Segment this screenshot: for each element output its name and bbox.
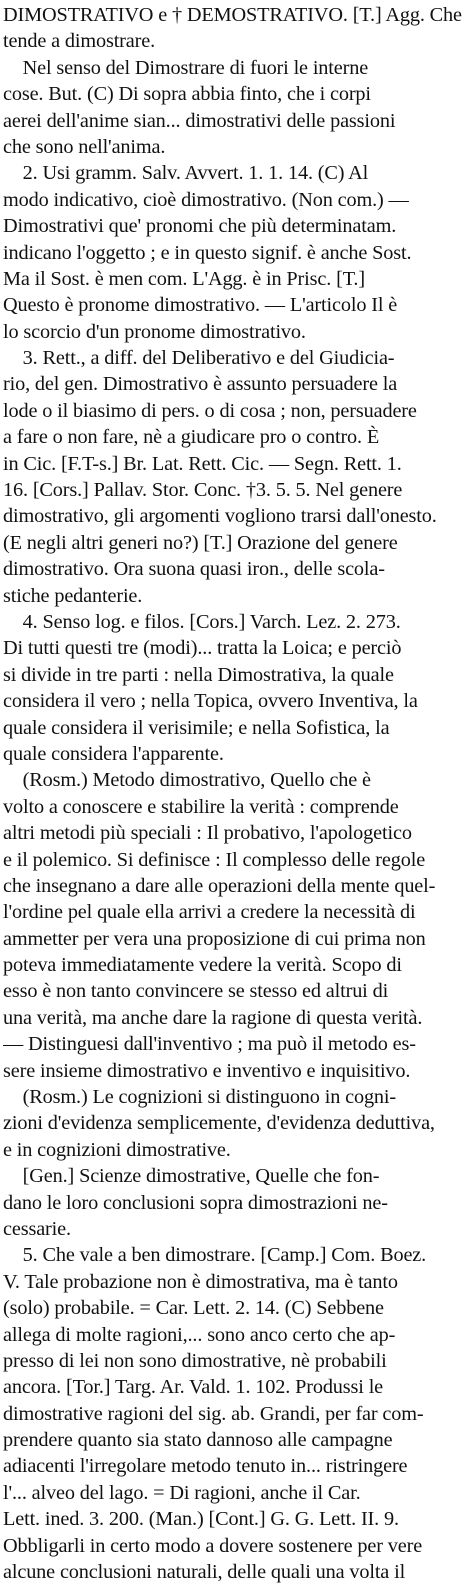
entry-text-line: dimostrativo. Ora suona quasi iron., delle scola- xyxy=(3,558,385,581)
entry-text-line: V. Tale probazione non è dimostrativa, ma è tanto xyxy=(3,1270,398,1293)
entry-text-line: Obbligarli in certo modo a dovere sostenere per vere xyxy=(3,1534,423,1557)
entry-text-line: alcune conclusioni naturali, delle quali una volta il xyxy=(3,1561,406,1584)
entry-text-line: (Rosm.) Le cognizioni si distinguono in cogni- xyxy=(3,1086,397,1109)
entry-text-line: ancora. [Tor.] Targ. Ar. Vald. 1. 102. Produssi le xyxy=(3,1376,384,1399)
entry-text-line: che insegnano a dare alle operazioni della mente quel- xyxy=(3,874,436,897)
entry-text-line: presso di lei non sono dimostrative, nè probabili xyxy=(3,1349,387,1372)
entry-headword-line: DIMOSTRATIVO e † DEMOSTRATIVO. [T.] Agg. Che xyxy=(3,4,462,26)
entry-text-line: Nel senso del Dimostrare di fuori le interne xyxy=(3,56,369,79)
entry-text-line: Di tutti questi tre (modi)... tratta la Loica; e perciò xyxy=(3,637,402,660)
entry-text-line: 5. Che vale a ben dimostrare. [Camp.] Com. Boez. xyxy=(3,1244,427,1267)
entry-text-line: dimostrative ragioni del sig. ab. Grandi, per far com- xyxy=(3,1402,424,1425)
entry-text-line: altri metodi più speciali : Il probativo, l'apologetico xyxy=(3,822,412,845)
entry-text-line: si divide in tre parti : nella Dimostrativa, la quale xyxy=(3,663,394,686)
entry-text-line: lo scorcio d'un pronome dimostrativo. xyxy=(3,320,306,343)
entry-text-line: poteva immediatamente vedere la verità. Scopo di xyxy=(3,954,402,977)
entry-text-line: esso è non tanto convincere se stesso ed altrui di xyxy=(3,980,389,1003)
entry-text-line: considera il vero ; nella Topica, ovvero Inventiva, la xyxy=(3,690,418,713)
entry-text-line: allega di molte ragioni,... sono anco certo che ap- xyxy=(3,1323,396,1346)
entry-text-line: lode o il biasimo di pers. o di cosa ; non, persuadere xyxy=(3,399,417,422)
entry-text-line: ammetter per vera una proposizione di cui prima non xyxy=(3,927,426,950)
entry-text-line: [Gen.] Scienze dimostrative, Quelle che fon- xyxy=(3,1165,380,1188)
entry-text-line: 4. Senso log. e filos. [Cors.] Varch. Lez. 2. 273. xyxy=(3,610,401,633)
entry-text-line: aerei dell'anime sian... dimostrativi delle passioni xyxy=(3,109,396,132)
entry-text-line: che sono nell'anima. xyxy=(3,135,166,158)
entry-text-line: quale considera il verisimile; e nella Sofistica, la xyxy=(3,716,390,739)
entry-text-line: dimostrativo, gli argomenti vogliono trarsi dall'onesto. xyxy=(3,505,437,528)
entry-text-line: dano le loro conclusioni sopra dimostrazioni ne- xyxy=(3,1191,388,1214)
entry-text-line: 2. Usi gramm. Salv. Avvert. 1. 1. 14. (C) Al xyxy=(3,162,369,185)
entry-text-line: (E negli altri generi no?) [T.] Orazione del genere xyxy=(3,531,398,554)
entry-text-line: Ma il Sost. è men com. L'Agg. è in Prisc. [T.] xyxy=(3,267,365,290)
entry-text-line: a fare o non fare, nè a giudicare pro o contro. È xyxy=(3,426,380,449)
entry-text-line: in Cic. [F.T-s.] Br. Lat. Rett. Cic. — Segn. Rett. 1. xyxy=(3,452,402,475)
entry-text-line: Dimostrativi que' pronomi che più determinatam. xyxy=(3,215,397,238)
entry-text-line: (Rosm.) Metodo dimostrativo, Quello che è xyxy=(3,769,371,792)
entry-text-line: zioni d'evidenza semplicemente, d'evidenza deduttiva, xyxy=(3,1112,435,1135)
entry-text-line: modo indicativo, cioè dimostrativo. (Non com.) — xyxy=(3,188,409,211)
entry-text-line: 3. Rett., a diff. del Deliberativo e del Giudicia- xyxy=(3,347,395,370)
entry-text-line: 16. [Cors.] Pallav. Stor. Conc. †3. 5. 5. Nel genere xyxy=(3,479,403,502)
entry-text-line: l'... alveo del lago. = Di ragioni, anche il Car. xyxy=(3,1481,361,1504)
entry-text-line: e il polemico. Si definisce : Il complesso delle regole xyxy=(3,848,426,871)
entry-text-line: Questo è pronome dimostrativo. — L'articolo Il è xyxy=(3,294,398,317)
entry-text-line: quale considera l'apparente. xyxy=(3,742,224,765)
entry-text-line: cessarie. xyxy=(3,1217,71,1240)
dictionary-entry xyxy=(3,2,472,1585)
entry-text-line: tende a dimostrare. xyxy=(3,30,156,53)
entry-text-line: (solo) probabile. = Car. Lett. 2. 14. (C) Sebbene xyxy=(3,1297,384,1320)
entry-text-line: volto a conoscere e stabilire la verità : comprende xyxy=(3,795,399,818)
entry-text-line: adiacenti l'irregolare metodo tenuto in... ristringere xyxy=(3,1455,408,1478)
entry-text-line: indicano l'oggetto ; e in questo signif. è anche Sost. xyxy=(3,241,412,264)
entry-text-line: l'ordine pel quale ella arrivi a credere la necessità di xyxy=(3,901,416,924)
entry-text-line: prendere quanto sia stato dannoso alle campagne xyxy=(3,1429,393,1452)
entry-text-line: — Distinguesi dall'inventivo ; ma può il metodo es- xyxy=(3,1033,416,1056)
entry-text-line: Lett. ined. 3. 200. (Man.) [Cont.] G. G. Lett. II. 9. xyxy=(3,1508,399,1531)
entry-text-line: sere insieme dimostrativo e inventivo e inquisitivo. xyxy=(3,1059,411,1082)
entry-text-line: e in cognizioni dimostrative. xyxy=(3,1138,231,1161)
entry-text-line: rio, del gen. Dimostrativo è assunto persuadere la xyxy=(3,373,398,396)
entry-text-line: cose. But. (C) Di sopra abbia finto, che i corpi xyxy=(3,83,371,106)
entry-text-line: stiche pedanterie. xyxy=(3,584,143,607)
entry-text-line: una verità, ma anche dare la ragione di questa verità. xyxy=(3,1006,423,1029)
